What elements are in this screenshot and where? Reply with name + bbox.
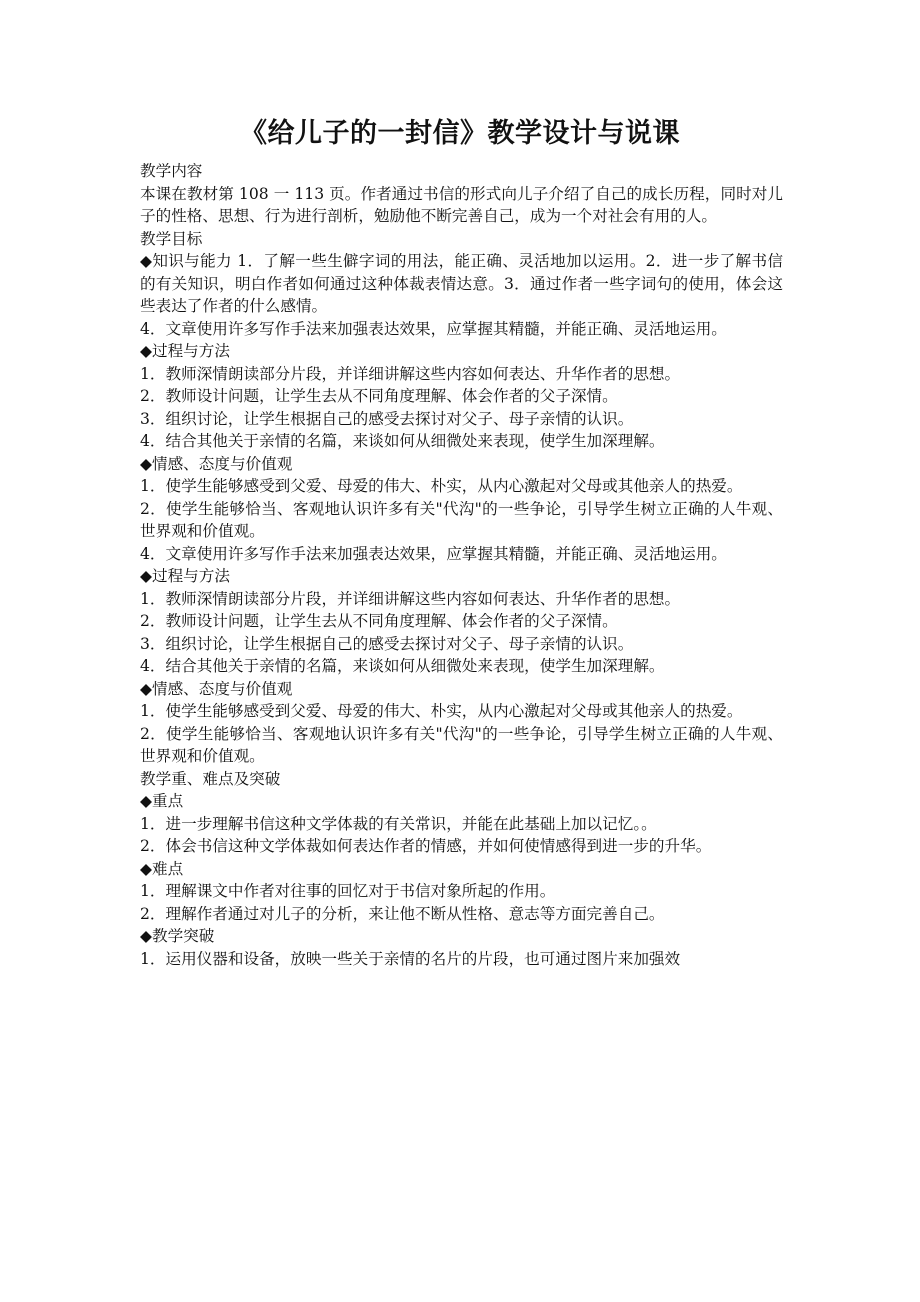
list-item: 2．使学生能够恰当、客观地认识许多有关"代沟"的一些争论，引导学生树立正确的人牛观、世界观和价值观。 (140, 499, 783, 540)
list-item: 2．教师设计问题，让学生去从不同角度理解、体会作者的父子深情。 (140, 612, 618, 630)
section-heading-goals: 教学目标 (140, 229, 203, 248)
subheading: ◆过程与方法 (140, 342, 230, 360)
list-item: 2．理解作者通过对儿子的分析，来让他不断从性格、意志等方面完善自己。 (140, 904, 665, 923)
list-item: 2．体会书信这种文学体裁如何表达作者的情感，并如何使情感得到进一步的升华。 (140, 837, 712, 855)
list-item: 1．理解课文中作者对往事的回忆对于书信对象所起的作用。 (140, 882, 556, 900)
list-item: 2．教师设计问题，让学生去从不同角度理解、体会作者的父子深情。 (140, 387, 618, 405)
list-item: 1．进一步理解书信这种文学体裁的有关常识，并能在此基础上加以记忆。。 (140, 814, 657, 833)
subheading: ◆重点 (140, 792, 184, 810)
section-heading-key-points: 教学重、难点及突破 (140, 769, 281, 788)
list-item: 4．文章使用许多写作手法来加强表达效果，应掌握其精髓，并能正确、灵活地运用。 (140, 544, 727, 563)
paragraph: ◆知识与能力 1．了解一些生僻字词的用法，能正确、灵活地加以运用。2．进一步了解书信的有关知识，明白作者如何通过这种体裁表情达意。3．通过作者一些字词句的使用，体会这些表达了作者的什么感情。 (140, 252, 783, 315)
section-heading-content: 教学内容 (140, 162, 203, 180)
list-item: 4．结合其他关于亲情的名篇，来谈如何从细微处来表现，使学生加深理解。 (140, 432, 665, 450)
subheading: ◆情感、态度与价值观 (140, 454, 293, 473)
list-item: 1．使学生能够感受到父爱、母爱的伟大、朴实，从内心激起对父母或其他亲人的热爱。 (140, 702, 743, 720)
list-item: 2．使学生能够恰当、客观地认识许多有关"代沟"的一些争论，引导学生树立正确的人牛观、世界观和价值观。 (140, 724, 783, 765)
list-item: 1．运用仪器和设备，放映一些关于亲情的名片的片段，也可通过图片来加强效 (140, 949, 681, 968)
subheading: ◆过程与方法 (140, 567, 230, 585)
list-item: 1．教师深情朗读部分片段，并详细讲解这些内容如何表达、升华作者的思想。 (140, 364, 681, 383)
list-item: 3．组织讨论，让学生根据自己的感受去探讨对父子、母子亲情的认识。 (140, 634, 634, 653)
paragraph: 本课在教材第 108 一 113 页。作者通过书信的形式向儿子介绍了自己的成长历程，同时对儿子的性格、思想、行为进行剖析，勉励他不断完善自己，成为一个对社会有用的人。 (140, 184, 783, 225)
subheading: ◆情感、态度与价值观 (140, 679, 293, 698)
list-item: 3．组织讨论，让学生根据自己的感受去探讨对父子、母子亲情的认识。 (140, 409, 634, 428)
subheading: ◆难点 (140, 859, 184, 878)
list-item: 1．使学生能够感受到父爱、母爱的伟大、朴实，从内心激起对父母或其他亲人的热爱。 (140, 477, 743, 495)
document-body (140, 160, 783, 970)
paragraph: 4．文章使用许多写作手法来加强表达效果，应掌握其精髓，并能正确、灵活地运用。 (140, 319, 727, 338)
subheading: ◆教学突破 (140, 927, 215, 945)
list-item: 4．结合其他关于亲情的名篇，来谈如何从细微处来表现，使学生加深理解。 (140, 657, 665, 675)
list-item: 1．教师深情朗读部分片段，并详细讲解这些内容如何表达、升华作者的思想。 (140, 589, 681, 608)
document-title: 《给儿子的一封信》教学设计与说课 (240, 118, 680, 149)
